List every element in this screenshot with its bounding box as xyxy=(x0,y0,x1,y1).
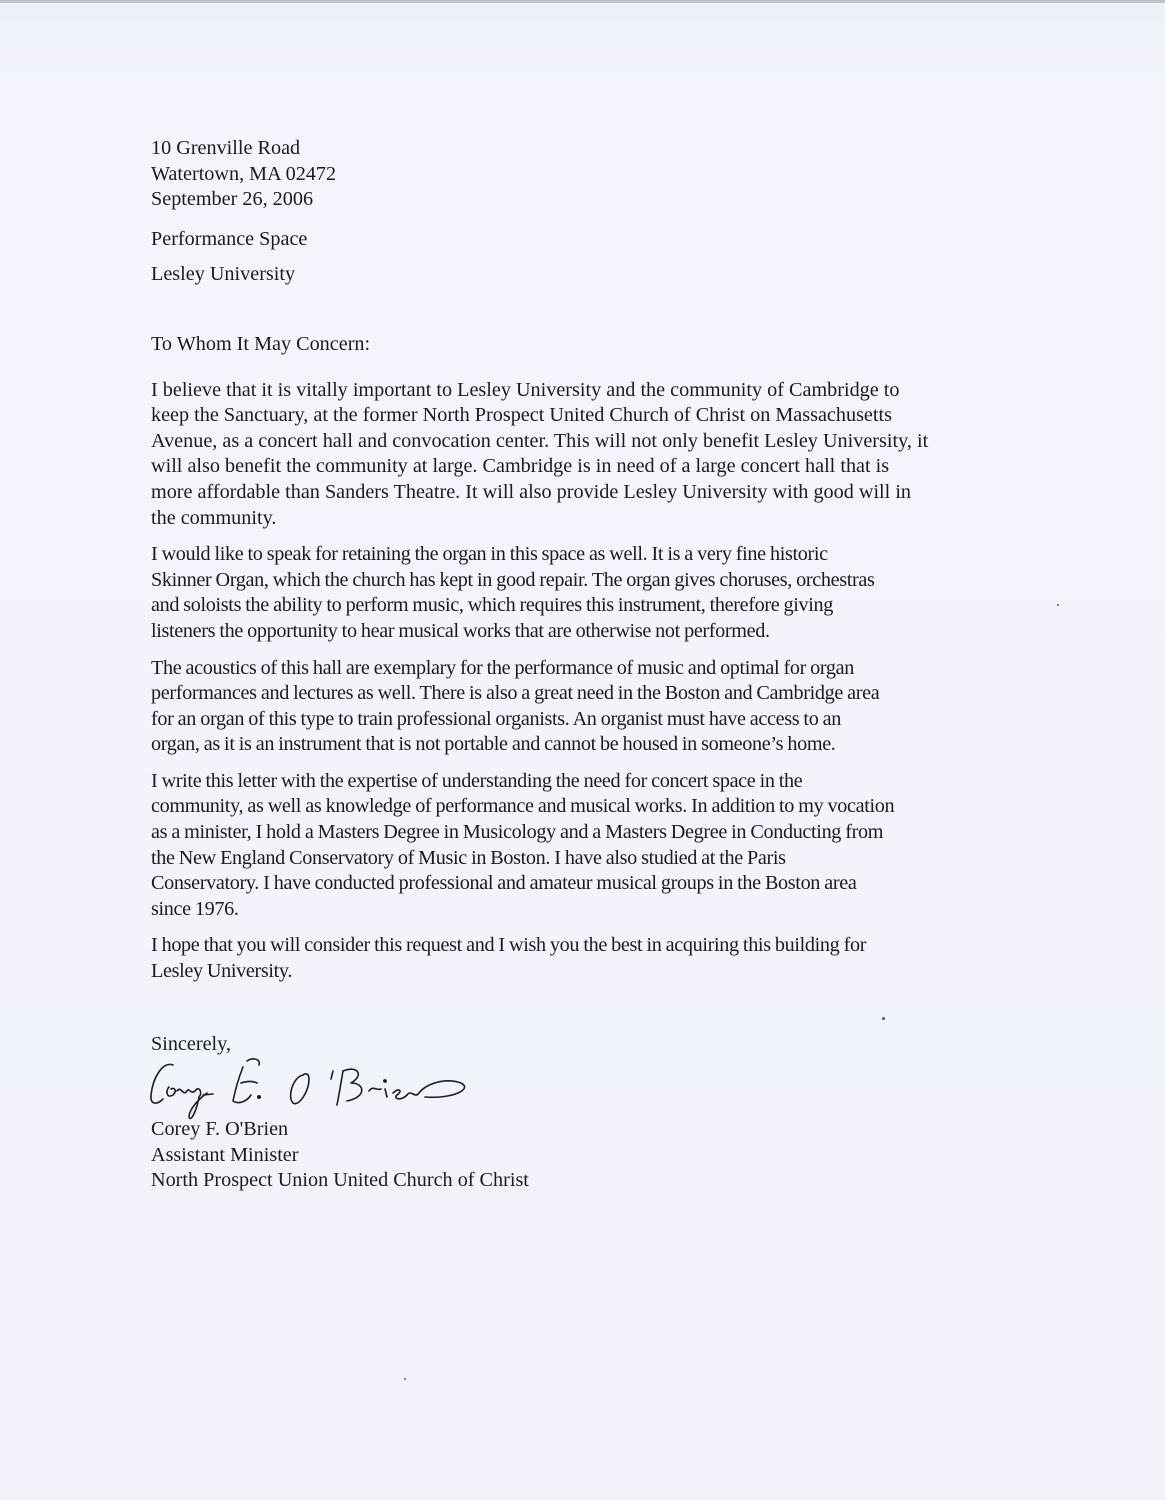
paragraph-line: community, as well as knowledge of performance and musical works. In addition to my vocation xyxy=(151,795,895,818)
paragraph-5 xyxy=(151,933,1031,984)
handwritten-signature xyxy=(151,1059,1031,1117)
paragraph-line: Lesley University. xyxy=(151,960,293,983)
paragraph-3 xyxy=(151,656,1031,758)
paragraph-line: performances and lectures as well. There is also a great need in the Boston and Cambridge area xyxy=(151,682,880,705)
paragraph-4 xyxy=(151,769,1031,923)
paragraph-line: for an organ of this type to train professional organists. An organist must have access to an xyxy=(151,707,841,730)
paragraph-line: I believe that it is vitally important to Lesley University and the community of Cambridge to xyxy=(151,378,900,401)
signer-name: Corey F. O'Brien xyxy=(151,1118,289,1141)
sender-address-line2: Watertown, MA 02472 xyxy=(151,162,337,185)
paragraph-line: the community. xyxy=(151,506,277,529)
sender-block xyxy=(151,136,1031,213)
letter-date: September 26, 2006 xyxy=(151,188,314,211)
scan-top-edge xyxy=(0,0,1165,3)
recipient-line2: Lesley University xyxy=(151,263,296,286)
paragraph-line: more affordable than Sanders Theatre. It will also provide Lesley University with good will in xyxy=(151,480,912,503)
paragraph-line: since 1976. xyxy=(151,897,239,920)
paragraph-line: The acoustics of this hall are exemplary for the performance of music and optimal for organ xyxy=(151,656,855,679)
paragraph-line: and soloists the ability to perform music, which requires this instrument, therefore giving xyxy=(151,594,834,617)
scan-speck xyxy=(882,1017,885,1020)
paragraph-line: will also benefit the community at large. Cambridge is in need of a large concert hall that is xyxy=(151,455,890,478)
paragraph-line: Avenue, as a concert hall and convocation center. This will not only benefit Lesley University, it xyxy=(151,429,929,452)
salutation: To Whom It May Concern: xyxy=(151,332,371,355)
paragraph-line: I would like to speak for retaining the organ in this space as well. It is a very fine historic xyxy=(151,543,828,566)
signer-organization: North Prospect Union United Church of Christ xyxy=(151,1169,529,1192)
scan-speck xyxy=(1057,604,1059,606)
paragraph-1 xyxy=(151,378,1031,532)
signature-block xyxy=(151,1117,1031,1194)
letter-body xyxy=(151,136,1031,1194)
paragraph-2 xyxy=(151,542,1031,644)
paragraph-line: keep the Sanctuary, at the former North Prospect United Church of Christ on Massachusetts xyxy=(151,404,892,427)
paragraph-line: the New England Conservatory of Music in Boston. I have also studied at the Paris xyxy=(151,846,786,869)
paragraph-line: Conservatory. I have conducted professional and amateur musical groups in the Boston area xyxy=(151,872,857,895)
sender-address-line1: 10 Grenville Road xyxy=(151,137,301,159)
paragraph-line: listeners the opportunity to hear musical works that are otherwise not performed. xyxy=(151,619,770,642)
paragraph-line: I write this letter with the expertise of understanding the need for concert space in the xyxy=(151,769,803,792)
recipient-line1: Performance Space xyxy=(151,227,308,250)
closing: Sincerely, xyxy=(151,1032,231,1055)
recipient-block xyxy=(151,227,1031,288)
signer-title: Assistant Minister xyxy=(151,1143,299,1166)
paragraph-line: Skinner Organ, which the church has kept in good repair. The organ gives choruses, orchestras xyxy=(151,568,875,591)
scan-speck xyxy=(404,1378,406,1380)
paragraph-line: as a minister, I hold a Masters Degree in Musicology and a Masters Degree in Conducting from xyxy=(151,821,884,844)
signature-icon xyxy=(143,1047,543,1127)
paragraph-line: organ, as it is an instrument that is not portable and cannot be housed in someone’s home. xyxy=(151,733,836,756)
paragraph-line: I hope that you will consider this request and I wish you the best in acquiring this building for xyxy=(151,934,867,957)
